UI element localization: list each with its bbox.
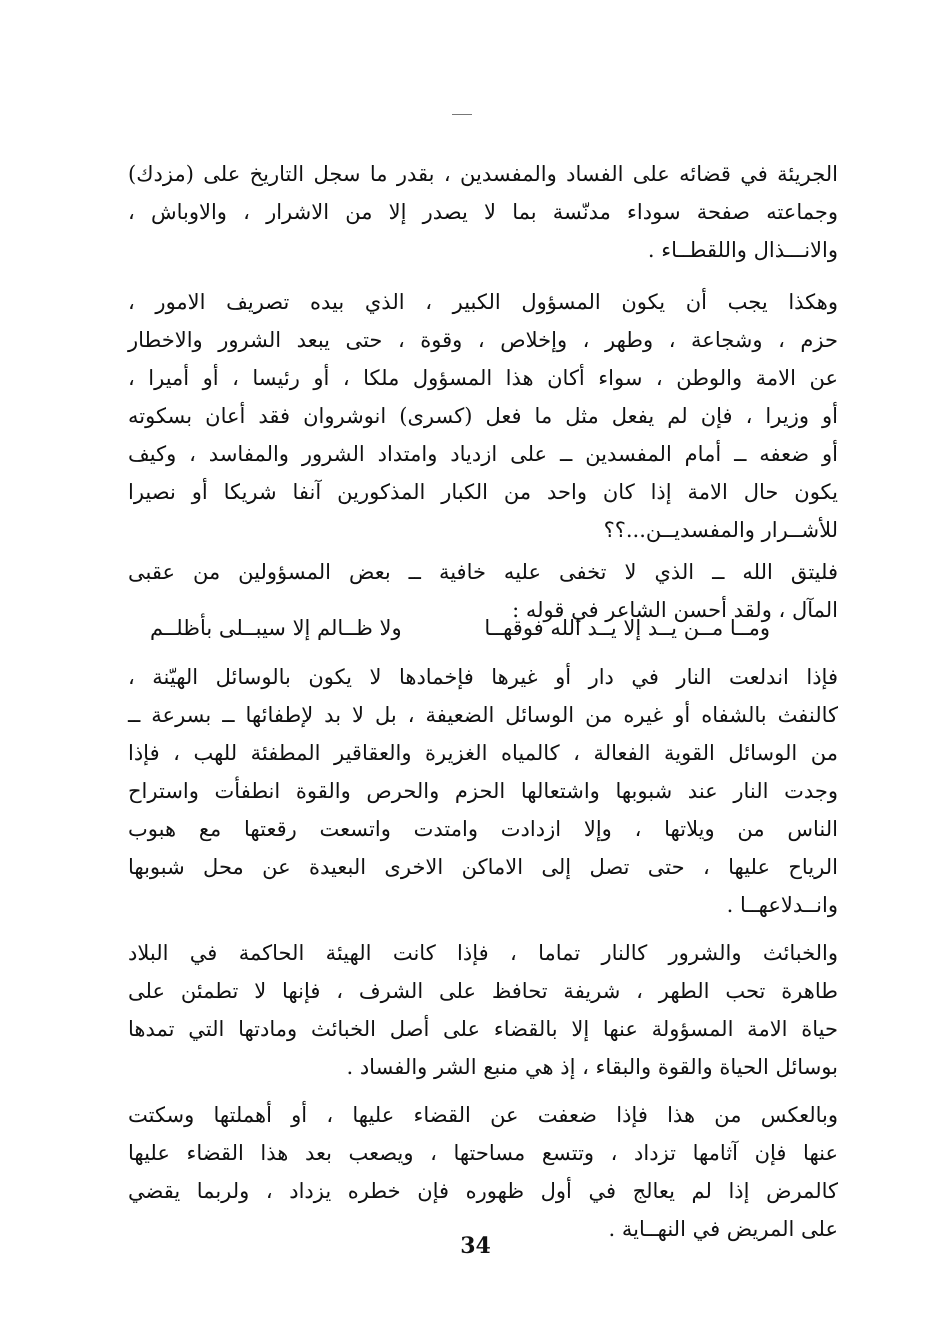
text-line: من الوسائل القوية الفعالة ، كالمياه الغزيرة والعقاقير المطفئة للهب ، فإذا [128, 741, 838, 765]
text-line: عنها فإن آثامها تزداد ، وتتسع مساحتها ، ويصعب بعد هذا القضاء عليها [128, 1141, 838, 1165]
text-line: الناس من ويلاتها ، وإلا ازدادت وامتدت واتسعت رقعتها مع هبوب [128, 817, 838, 841]
page-number: 34 [460, 1233, 491, 1259]
text-line: المآل ، ولقد أحسن الشاعر في قوله : [512, 598, 838, 622]
text-line: حزم ، وشجاعة ، وطهر ، وإخلاص ، وقوة ، حتى يبعد الشرور والاخطار [128, 328, 838, 352]
paragraph-2 [128, 283, 838, 549]
text-line: للأشــرار والمفسديــن...؟؟ [603, 518, 838, 542]
text-line: والخبائث والشرور كالنار تماما ، فإذا كانت الهيئة الحاكمة في البلاد [128, 941, 838, 965]
text-line: أو وزيرا ، فإن لم يفعل مثل ما فعل (كسرى) انوشروان فقد أعان بسكوته [128, 404, 838, 428]
paragraph-4 [128, 658, 838, 924]
text-line: عن الامة والوطن ، سواء أكان هذا المسؤول ملكا ، أو رئيسا ، أو أميرا ، [128, 366, 838, 390]
text-line: وجماعته صفحة سوداء مدنّسة بما لا يصدر إلا من الاشرار ، والاوباش ، [128, 200, 838, 224]
text-line: وبالعكس من هذا فإذا ضعفت عن القضاء عليها ، أو أهملتها وسكتت [128, 1103, 838, 1127]
text-line: يكون حال الامة إذا كان واحد من الكبار المذكورين آنفا شريكا أو نصيرا [128, 480, 838, 504]
text-line: الرياح عليها ، حتى تصل إلى الاماكن الاخرى البعيدة عن محل شبوبها [128, 855, 838, 879]
text-line: حياة الامة المسؤولة عنها إلا بالقضاء على أصل الخبائث ومادتها التي تمدها [128, 1017, 838, 1041]
text-block-top [128, 155, 838, 629]
text-line: وجدت النار عند شبوبها واشتعالها الحزم والحرص والقوة انطفأت واستراح [128, 779, 838, 803]
text-line: على المريض في النهــاية . [608, 1217, 838, 1241]
text-line: كالنفث بالشفاه أو غيره من الوسائل الضعيفة ، بل لا بد لإطفائها ــ بسرعة ــ [128, 703, 838, 727]
text-line: أو ضعفه ــ أمام المفسدين ــ على ازدياد وامتداد الشرور والمفاسد ، وكيف [128, 442, 838, 466]
poetry-verse [150, 608, 770, 648]
text-line: بوسائل الحياة والقوة والبقاء ، إذ هي منبع الشر والفساد . [346, 1055, 838, 1079]
text-line: والانـــذال واللقطــاء . [647, 238, 838, 262]
text-line: الجريئة في قضائه على الفساد والمفسدين ، بقدر ما سجل التاريخ على (مزدك) [128, 162, 838, 186]
top-mark [452, 114, 472, 115]
text-block-bottom [128, 658, 838, 1248]
paragraph-5 [128, 934, 838, 1086]
text-line: فليتق الله ــ الذي لا تخفى عليه خافية ــ بعض المسؤولين من عقبى [128, 560, 838, 584]
text-line: وانــدلاعهــا . [726, 893, 838, 917]
text-line: فإذا اندلعت النار في دار أو غيرها فإخمادها لا يكون بالوسائل الهيّنة ، [128, 665, 838, 689]
text-line: طاهرة تحب الطهر ، شريفة تحافظ على الشرف ، فإنها لا تطمئن على [128, 979, 838, 1003]
text-line: كالمرض إذا لم يعالج في أول ظهوره فإن خطره يزداد ، ولربما يقضي [128, 1179, 838, 1203]
paragraph-1 [128, 155, 838, 269]
verse-second-hemistich: ولا ظــالم إلا سيبــلى بأظلــم [150, 616, 402, 640]
verse-first-hemistich: ومــا مــن يــد إلا يــد الله فوقهــا [484, 616, 770, 640]
text-line: وهكذا يجب أن يكون المسؤول الكبير ، الذي بيده تصريف الامور ، [128, 290, 838, 314]
paragraph-6 [128, 1096, 838, 1248]
